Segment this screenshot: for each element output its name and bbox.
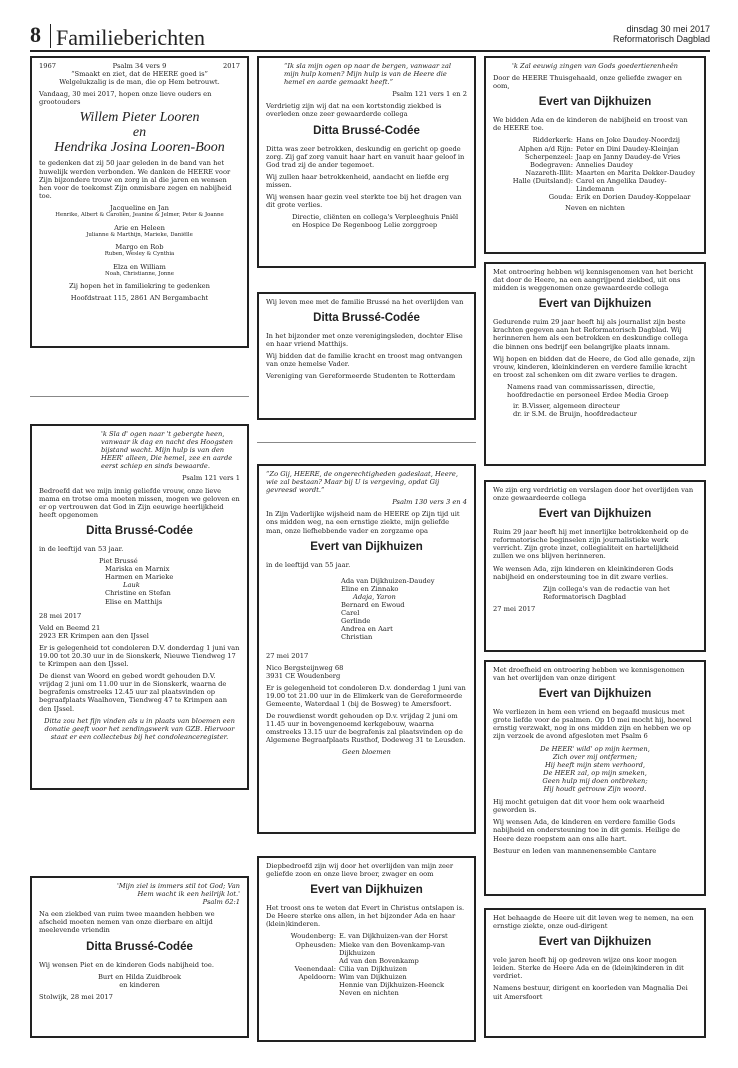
deceased-name: Evert van Dijkhuizen [310, 540, 423, 553]
body-text: Wij wensen Piet en de kinderen Gods nabijheid toe. [39, 960, 214, 969]
relatives-list [493, 136, 697, 201]
closing-text: Geen bloemen [342, 748, 391, 757]
body-text: te gedenken dat zij 50 jaar geleden in de band van het huwelijk werden verbonden. We danken de HEERE voor Zijn bijzondere trouw en zorg in al die jaren en wensen hen voor de toekomst Zijn onmisbare zegen en nabijheid toe. [39, 159, 232, 200]
deceased-name: Evert van Dijkhuizen [538, 298, 652, 311]
family-member: Eline en Zinnako [341, 584, 399, 593]
intro-text: Diepbedroefd zijn wij door het overlijden van mijn zeer geliefde zoon en onze lieve broer, zwager en oom [266, 862, 454, 879]
page-header [30, 22, 710, 52]
signature: Bestuur en leden van mannenensemble Cantare [493, 846, 657, 855]
family-member: Gerlinde [341, 617, 371, 626]
family-member: Harmen en Marieke [105, 573, 174, 582]
family-member: Elise en Matthijs [105, 597, 163, 606]
body-text: Ditta was zeer betrokken, deskundig en gericht op goede zorg. Zij gaf zorg vanuit haar hart en vanuit haar geloof in God trad zij de ander tegemoet. [266, 144, 465, 169]
notice-evert-erdee [484, 262, 706, 466]
body-text: Wij bidden dat de familie kracht en troost mag ontvangen van onze hemelse Vader. [266, 352, 463, 369]
notice-ditta-pniel [257, 56, 476, 268]
intro-text: Het behaagde de Heere uit dit leven weg te nemen, na een ernstige ziekte, onze oud-dirigent [493, 914, 694, 931]
notice-ditta-friends [30, 876, 249, 1038]
scripture-quote: “Zo Gij, HEERE, de ongerechtigheden gadeslaat, Heere, wie zal bestaan? Maar bij U is vergeving, opdat Gij gevreesd wordt.” [266, 470, 458, 495]
verse-line: Zich over mij ontfermen; [552, 752, 638, 761]
closing-text: Neven en nichten [339, 989, 399, 998]
family-member: Ada van Dijkhuizen-Daudey [341, 576, 435, 585]
condolence-info: Er is gelegenheid tot condoleren D.V. donderdag 1 juni van 19.00 tot 20.30 uur in de Sionskerk, Nieuwe Tiendweg 17 te Krimpen aan den IJssel. [39, 643, 240, 669]
intro-text: Vandaag, 30 mei 2017, hopen onze lieve ouders en grootouders [39, 90, 212, 107]
body-text: Gedurende ruim 29 jaar heeft hij als journalist zijn beste krachten gegeven aan het Reformatorisch Dagblad. Wij herinneren hem als een betrokken en deskundige collega die binnen ons bedrijf een belangrijke plaats innam. [493, 318, 688, 351]
notice-evert-daudey [484, 56, 706, 254]
relative-name: Mieke van den Bovenkamp-van Dijkhuizen [339, 940, 445, 957]
family-member: Christine en Stefan [105, 589, 171, 598]
age-text: in de leeftijd van 53 jaar. [39, 544, 124, 553]
funeral-info: De dienst van Woord en gebed wordt gehouden D.V. vrijdag 2 juni om 11.00 uur in de Sionskerk, waarna de begrafenis omstreeks 12.45 uur zal plaatsvinden op begraafplaats Waalhoven, Tiendweg 47 te Krimpen aan den IJssel. [39, 672, 228, 713]
scripture-quote: 'Mijn ziel is immers stil tot God; Van Hem wacht ik een heilrijk lot.' [116, 882, 240, 899]
relative-name: Cilia van Dijkhuizen [339, 964, 408, 973]
relative-name: Jaap en Janny Daudey-de Vries [576, 152, 681, 161]
notice-evert-redactie [484, 480, 706, 652]
notice-evert-mother [257, 856, 476, 1042]
family-member: Mariska en Marnix [105, 565, 170, 574]
family-name: Arie en Heleen [114, 223, 165, 232]
scripture-quote: 'k Sla d' ogen naar 't gebergte heen, vanwaar ik dag en nacht des Hoogsten bijstand wacht. Mijn hulp is van den HEER' alleen, Die hemel, zee en aarde eerst schiep en sinds bewaarde. [101, 430, 233, 471]
relative-place: Apeldoorn: [298, 972, 336, 981]
deceased-name: Ditta Brussé-Codée [86, 524, 193, 537]
signature-director: ir. B.Visser, algemeen directeur [513, 402, 620, 411]
scripture-ref: Psalm 121 vers 1 en 2 [392, 90, 467, 99]
relative-place [266, 957, 336, 965]
body-text: Wij zullen haar betrokkenheid, aandacht en liefde erg missen. [266, 172, 449, 189]
intro-text: In Zijn Vaderlijke wijsheid nam de HEERE op Zijn tijd uit ons midden weg, na een ernstige ziekte, mijn geliefde man, onze liefhebbende vader en zorgzame opa [266, 510, 460, 535]
body-text: In het bijzonder met onze verenigingsleden, dochter Elise en haar vriend Matthijs. [266, 332, 463, 349]
deceased-name: Evert van Dijkhuizen [310, 884, 423, 897]
deceased-name: Ditta Brussé-Codée [313, 312, 420, 325]
relative-name: E. van Dijkhuizen-van der Horst [339, 932, 448, 941]
psalm-ref: Psalm 34 vers 9 [112, 62, 167, 70]
notice-evert-cantare [484, 660, 706, 896]
signature: Directie, cliënten en collega's Verpleeghuis Pniël en Hospice De Regenboog Lelie zorggroep [292, 213, 459, 230]
column-1-separator [30, 396, 249, 397]
signature: Namens bestuur, dirigent en koorleden van Magnalia Dei uit Amersfoort [493, 984, 688, 1001]
intro-text: Verdrietig zijn wij dat na een kortstondig ziekbed is overleden onze zeer gewaarderde collega [266, 102, 442, 119]
family-name: Margo en Rob [115, 243, 164, 252]
deceased-name: Evert van Dijkhuizen [538, 96, 652, 109]
verse-line: Geen hulp mij doen ontbreken; [542, 776, 648, 785]
grandchildren: Henrike, Albert & Carolien, Jeanine & Jelmer, Peter & Joanne [55, 212, 224, 219]
intro-text: Bedroefd dat we mijn innig geliefde vrouw, onze lieve mama en trotse oma moeten missen, mogen we geloven en er op vertrouwen dat God in Zijn eeuwige heerlijkheid heeft opgenomen [39, 486, 240, 519]
scripture-ref: Psalm 62:1 [202, 898, 240, 907]
address-line-2: 2923 ER Krimpen aan den IJssel [39, 631, 149, 640]
relative-place: Alphen a/d Rijn: [518, 144, 573, 153]
body-text: De Heere sterke ons allen, in het bijzonder Ada en haar (klein)kinderen. [266, 912, 456, 929]
quote-line-1: “Smaakt en ziet, dat de HEERE goed is” [71, 70, 208, 79]
header-divider [50, 24, 51, 48]
address-line-2: 3931 CE Woudenberg [266, 671, 341, 680]
body-text: We wensen Ada, zijn kinderen en kleinkinderen Gods nabijheid en ondersteuning toe in dit zware verlies. [493, 564, 674, 581]
relative-place: Bodegraven: [530, 160, 573, 169]
relative-place: Veenendaal: [294, 964, 336, 973]
body-text: Wij wensen haar gezin veel sterkte toe bij het dragen van dit grote verlies. [266, 193, 462, 210]
relative-place [266, 981, 336, 989]
family-list [99, 557, 240, 606]
relative-place: Ridderkerk: [532, 136, 573, 145]
donation-info: Ditta zou het fijn vinden als u in plaats van bloemen een donatie geeft voor het zendingswerk van GZB. Hiervoor staat er een collectebus bij het condoleanceregister. [44, 716, 235, 741]
relative-place: Nazareth-Illit: [525, 168, 573, 177]
verse-line: De HEER zal, op mijn smeken, [543, 768, 647, 777]
body-text: We verliezen in hem een vriend en begaafd musicus met grote liefde voor de psalmen. Op 10 mei mocht hij, hoewel ernstig verzwakt, nog in ons midden zijn en hebben we op zijn verzoek de avond afgesloten met Psalm 6 [493, 708, 692, 741]
body-text: vele jaren heeft hij op gedreven wijze ons koor mogen leiden. Sterke de Heere Ada en de (klein)kinderen in dit verdriet. [493, 956, 684, 981]
address: Hoofdstraat 115, 2861 AN Bergambacht [70, 294, 209, 303]
relative-name: Erik en Dorien Daudey-Koppelaar [576, 193, 691, 202]
signature: Zijn collega's van de redactie van het Reformatorisch Dagblad [543, 584, 670, 601]
intro-text: Wij leven mee met de familie Brussé na het overlijden van [266, 298, 464, 306]
condolence-info: Er is gelegenheid tot condoleren D.v. donderdag 1 juni van 19.00 tot 21.00 uur in de Elimkerk van de Gereformeerde Gemeente, Waterdaal 1 (bij de Bosweg) te Amersfoort. [266, 683, 466, 708]
header-paper: Reformatorisch Dagblad [612, 34, 710, 44]
closing-text: Neven en nichten [565, 204, 625, 213]
verse-line: Hij heeft mijn stem verhoord, [544, 760, 646, 769]
relative-name: Hans en Joke Daudey-Noordzij [576, 136, 680, 145]
notice-jubilee-looren [30, 56, 249, 348]
grandchildren: Noah, Christianne, Jonne [105, 270, 174, 277]
signature-editor: dr. ir S.M. de Bruijn, hoofdredacteur [513, 410, 638, 419]
relative-name: Carel en Angelika Daudey-Lindemann [576, 176, 667, 194]
body-text: Wij wensen Ada, de kinderen en verdere familie Gods nabijheid en ondersteuning toe in dit gemis. Heilige de Heere deze roepstem aan ons alle hart. [493, 818, 681, 843]
year-start: 1967 [39, 62, 57, 70]
signature: Vereniging van Gereformeerde Studenten te Rotterdam [266, 372, 456, 381]
couple-name-2: Hendrika Josina Looren-Boon [54, 140, 225, 156]
relative-place: Woudenberg: [290, 932, 336, 941]
deceased-name: Ditta Brussé-Codée [86, 940, 193, 953]
relative-name: Hennie van Dijkhuizen-Heenck [339, 981, 445, 990]
funeral-info: De rouwdienst wordt gehouden op D.v. vrijdag 2 juni om 11.45 uur in bovengenoemd kerkgebouw, waarna omstreeks 13.15 uur de begrafenis zal plaatsvinden op de Algemene Begraafplaats Rusthof, Dodeweg 31 te Leusden. [266, 712, 466, 745]
family-member: Piet Brussé [99, 557, 138, 566]
psalm-verse [493, 745, 697, 794]
relative-name: Annelies Daudey [576, 160, 633, 169]
body-text: Het troost ons te weten dat Evert in Christus ontslapen is. [266, 904, 465, 913]
scripture-quote: 'k Zal eeuwig zingen van Gods goedertierenheên [512, 62, 678, 70]
relative-name: Wim van Dijkhuizen [339, 972, 407, 981]
signature: Burt en Hilda Zuidbroek [97, 972, 181, 981]
family-member: Lauk [123, 581, 140, 590]
relative-place: Gouda: [548, 193, 573, 202]
quote-line-2: Welgelukzalig is de man, die op Hem betrouwt. [59, 78, 220, 87]
relative-name: Maarten en Marita Dekker-Daudey [576, 168, 695, 177]
family-name: Elza en William [113, 262, 166, 271]
signature: Namens raad van commissarissen, directie, hoofdredactie en personeel Erdee Media Groep [507, 382, 669, 400]
verse-line: De HEER' wild' op mijn kermen, [540, 744, 650, 753]
notice-evert-magnalia [484, 908, 706, 1038]
couple-and: en [132, 125, 147, 141]
body-text: Hij mocht getuigen dat dit voor hem ook waarheid geworden is. [493, 798, 665, 815]
place-date: Stolwijk, 28 mei 2017 [39, 992, 113, 1001]
notice-evert-family [257, 464, 476, 834]
family-list [341, 577, 467, 642]
body-text: We bidden Ada en de kinderen de nabijheid en troost van de HEERE toe. [493, 116, 688, 133]
address-line-1: Nico Bergsteijnweg 68 [266, 663, 344, 672]
deceased-name: Evert van Dijkhuizen [538, 936, 652, 949]
family-member: Carel [341, 609, 360, 618]
body-text: Wij hopen en bidden dat de Heere, de God alle genade, zijn vrouw, kinderen, kleinkinderen en verdere familie kracht en troost zal schenken om dit zware verlies te dragen. [493, 354, 696, 379]
verse-line: Hij houdt getrouw Zijn woord. [543, 785, 647, 794]
family-name: Jacqueline en Jan [110, 203, 169, 212]
signature-line-2: en kinderen [119, 980, 160, 989]
notice-ditta-family [30, 424, 249, 790]
grandchildren: Ruben, Wesley & Cynthia [104, 251, 175, 258]
notice-date: 28 mei 2017 [39, 611, 82, 620]
relatives-list [266, 932, 467, 997]
header-date-block [613, 24, 710, 44]
family-member: Adaja, Yaron [353, 592, 396, 601]
family-member: Christian [341, 633, 373, 642]
header-date: dinsdag 30 mei 2017 [626, 24, 710, 34]
address-line-1: Veld en Beemd 21 [39, 623, 101, 632]
family-member: Bernard en Ewoud [341, 601, 405, 610]
relative-place: Scherpenzeel: [524, 152, 573, 161]
relative-place: Halle (Duitsland): [512, 176, 573, 185]
scripture-ref: Psalm 130 vers 3 en 4 [392, 498, 467, 507]
scripture-ref: Psalm 121 vers 1 [182, 474, 240, 483]
family-member: Andrea en Aart [341, 625, 393, 634]
notice-date: 27 mei 2017 [266, 651, 309, 660]
age-text: in de leeftijd van 55 jaar. [266, 560, 351, 569]
grandchildren: Julianne & Marthijn, Marieke, Daniëlle [86, 231, 193, 238]
scripture-quote: “Ik sla mijn ogen op naar de bergen, vanwaar zal mijn hulp komen? Mijn hulp is van de Heere die hemel en aarde gemaakt heeft.” [284, 62, 451, 87]
intro-text: Met ontroering hebben wij kennisgenomen van het bericht dat door de Heere, na een aangrijpend ziekbed, uit ons midden is weggenomen onze gewaardeerde collega [493, 268, 694, 293]
intro-text: Door de HEERE Thuisgehaald, onze geliefde zwager en oom, [493, 74, 682, 91]
relative-name: Ad van den Bovenkamp [339, 956, 419, 965]
intro-text: Na een ziekbed van ruim twee maanden hebben we afscheid moeten nemen van onze dierbare en altijd meelevende vriendin [39, 910, 215, 935]
closing-text: Zij hopen het in familiekring te gedenken [69, 282, 210, 291]
couple-name-1: Willem Pieter Looren [79, 110, 200, 126]
notice-date: 27 mei 2017 [493, 604, 536, 613]
intro-text: We zijn erg verdrietig en verslagen door het overlijden van onze gewaardeerde collega [493, 486, 694, 503]
notice-ditta-students [257, 292, 476, 420]
relative-name: Peter en Dini Daudey-Kleinjan [576, 144, 679, 153]
relative-place: Opheusden: [295, 940, 336, 949]
deceased-name: Evert van Dijkhuizen [538, 508, 652, 521]
section-title: Familieberichten [56, 25, 206, 50]
page-number: 8 [30, 22, 41, 47]
body-text: Ruim 29 jaar heeft hij met innerlijke betrokkenheid op de reformatorische beginselen zijn journalistieke werk verricht. Zijn grote inzet, collegialiteit en hartelijkheid zullen we ons blijven herinneren. [493, 528, 689, 561]
year-end: 2017 [222, 62, 240, 70]
notice-top-line [39, 62, 240, 70]
deceased-name: Evert van Dijkhuizen [538, 688, 652, 701]
column-2-separator [257, 442, 476, 443]
intro-text: Met droefheid en ontroering hebben we kennisgenomen van het overlijden van onze dirigent [493, 666, 685, 683]
deceased-name: Ditta Brussé-Codée [313, 124, 420, 137]
